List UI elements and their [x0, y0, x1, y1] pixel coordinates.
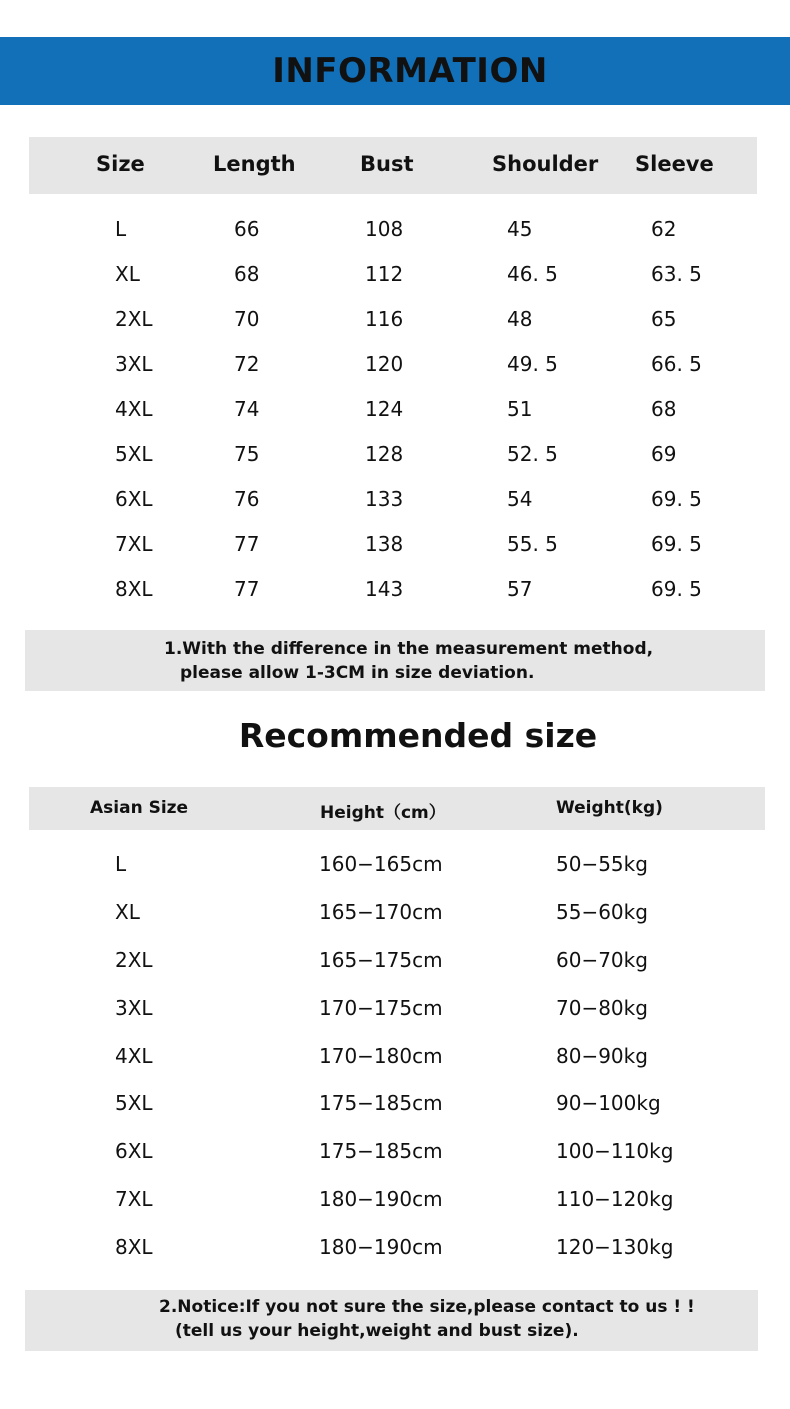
size-table-row	[0, 487, 790, 515]
recommended-table-row	[0, 1044, 790, 1072]
cell-bust: 133	[365, 487, 404, 511]
cell-weight: 90−100kg	[556, 1091, 661, 1115]
header-shoulder: Shoulder	[492, 152, 599, 176]
cell-sleeve: 69. 5	[651, 532, 702, 556]
cell-asian-size: 2XL	[115, 948, 153, 972]
notice-line-2: (tell us your height,weight and bust size).	[175, 1321, 579, 1341]
cell-size: 4XL	[115, 397, 153, 421]
notice-line-1: 1.With the difference in the measurement method,	[164, 639, 654, 659]
cell-bust: 143	[365, 577, 404, 601]
cell-bust: 138	[365, 532, 404, 556]
cell-height: 180−190cm	[319, 1187, 443, 1211]
header-sleeve: Sleeve	[635, 152, 714, 176]
cell-shoulder: 46. 5	[507, 262, 558, 286]
header-weight: Weight(kg)	[556, 798, 663, 818]
cell-asian-size: 8XL	[115, 1235, 153, 1259]
size-table-row	[0, 577, 790, 605]
cell-shoulder: 45	[507, 217, 533, 241]
contact-notice	[25, 1290, 758, 1351]
cell-weight: 120−130kg	[556, 1235, 674, 1259]
header-asian-size: Asian Size	[90, 798, 189, 818]
notice-line-1: 2.Notice:If you not sure the size,please contact to us ! !	[159, 1297, 695, 1317]
recommended-table-row	[0, 852, 790, 880]
cell-height: 165−170cm	[319, 900, 443, 924]
cell-length: 76	[234, 487, 260, 511]
cell-weight: 110−120kg	[556, 1187, 674, 1211]
cell-length: 77	[234, 577, 260, 601]
header-height: Height（cm）	[320, 803, 446, 823]
cell-sleeve: 69. 5	[651, 487, 702, 511]
header-bust: Bust	[360, 152, 414, 176]
cell-height: 180−190cm	[319, 1235, 443, 1259]
cell-weight: 80−90kg	[556, 1044, 648, 1068]
cell-asian-size: 6XL	[115, 1139, 153, 1163]
cell-shoulder: 51	[507, 397, 533, 421]
recommended-table-row	[0, 900, 790, 928]
cell-shoulder: 54	[507, 487, 533, 511]
cell-length: 66	[234, 217, 260, 241]
cell-bust: 124	[365, 397, 404, 421]
cell-sleeve: 62	[651, 217, 677, 241]
size-table-row	[0, 307, 790, 335]
cell-sleeve: 65	[651, 307, 677, 331]
cell-shoulder: 49. 5	[507, 352, 558, 376]
cell-bust: 108	[365, 217, 404, 241]
header-length: Length	[213, 152, 296, 176]
cell-asian-size: 5XL	[115, 1091, 153, 1115]
cell-height: 170−175cm	[319, 996, 443, 1020]
cell-shoulder: 48	[507, 307, 533, 331]
cell-size: 5XL	[115, 442, 153, 466]
cell-height: 175−185cm	[319, 1139, 443, 1163]
cell-bust: 120	[365, 352, 404, 376]
cell-length: 72	[234, 352, 260, 376]
cell-weight: 55−60kg	[556, 900, 648, 924]
cell-asian-size: XL	[115, 900, 140, 924]
cell-length: 75	[234, 442, 260, 466]
cell-size: XL	[115, 262, 140, 286]
cell-bust: 112	[365, 262, 404, 286]
size-table-row	[0, 352, 790, 380]
cell-bust: 128	[365, 442, 404, 466]
cell-asian-size: 4XL	[115, 1044, 153, 1068]
cell-shoulder: 55. 5	[507, 532, 558, 556]
information-banner	[0, 37, 790, 105]
size-table-row	[0, 217, 790, 245]
cell-weight: 70−80kg	[556, 996, 648, 1020]
size-table-row	[0, 442, 790, 470]
cell-bust: 116	[365, 307, 404, 331]
size-table-row	[0, 532, 790, 560]
cell-sleeve: 63. 5	[651, 262, 702, 286]
notice-line-2: please allow 1-3CM in size deviation.	[180, 663, 535, 683]
measurement-notice	[25, 630, 765, 691]
cell-size: 8XL	[115, 577, 153, 601]
cell-shoulder: 57	[507, 577, 533, 601]
recommended-table-row	[0, 996, 790, 1024]
recommended-table-header	[29, 787, 765, 830]
recommended-table-row	[0, 1139, 790, 1167]
recommended-table-row	[0, 1187, 790, 1215]
cell-height: 170−180cm	[319, 1044, 443, 1068]
size-table-row	[0, 397, 790, 425]
cell-height: 165−175cm	[319, 948, 443, 972]
cell-sleeve: 66. 5	[651, 352, 702, 376]
cell-asian-size: 7XL	[115, 1187, 153, 1211]
cell-height: 160−165cm	[319, 852, 443, 876]
cell-length: 77	[234, 532, 260, 556]
cell-length: 68	[234, 262, 260, 286]
cell-sleeve: 68	[651, 397, 677, 421]
cell-sleeve: 69. 5	[651, 577, 702, 601]
recommended-table-row	[0, 948, 790, 976]
cell-shoulder: 52. 5	[507, 442, 558, 466]
size-table-row	[0, 262, 790, 290]
cell-weight: 50−55kg	[556, 852, 648, 876]
recommended-title: Recommended size	[238, 716, 598, 755]
cell-size: 7XL	[115, 532, 153, 556]
cell-size: 3XL	[115, 352, 153, 376]
cell-height: 175−185cm	[319, 1091, 443, 1115]
cell-size: 6XL	[115, 487, 153, 511]
cell-size: L	[115, 217, 127, 241]
recommended-table-row	[0, 1091, 790, 1119]
header-size: Size	[96, 152, 145, 176]
cell-length: 74	[234, 397, 260, 421]
banner-title: INFORMATION	[272, 51, 548, 91]
cell-asian-size: L	[115, 852, 127, 876]
cell-size: 2XL	[115, 307, 153, 331]
cell-sleeve: 69	[651, 442, 677, 466]
size-table-header	[29, 137, 757, 194]
cell-length: 70	[234, 307, 260, 331]
recommended-table-row	[0, 1235, 790, 1263]
cell-asian-size: 3XL	[115, 996, 153, 1020]
cell-weight: 100−110kg	[556, 1139, 674, 1163]
cell-weight: 60−70kg	[556, 948, 648, 972]
